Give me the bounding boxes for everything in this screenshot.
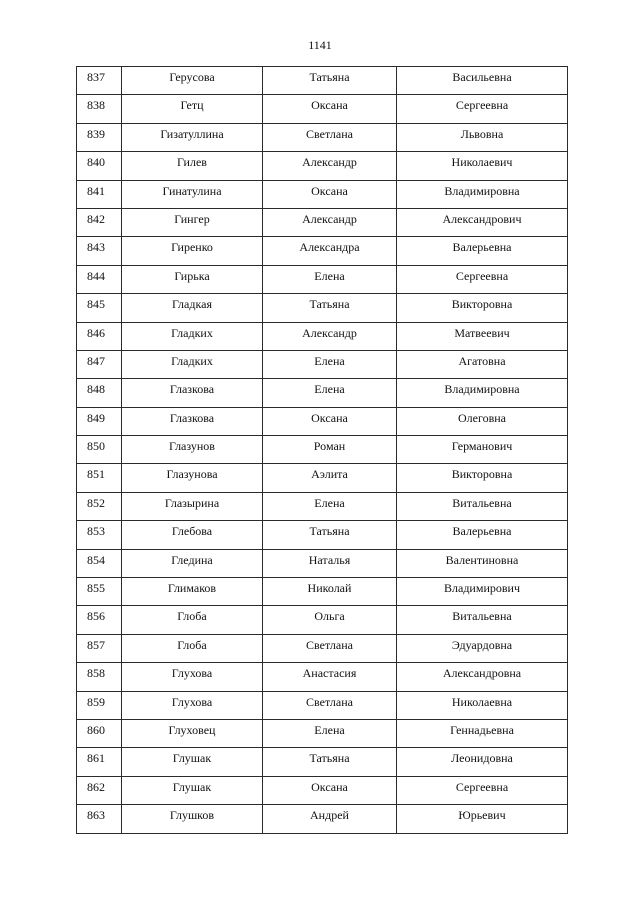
first-name-cell [263, 521, 397, 549]
patronymic-cell-text: Львовна [460, 126, 504, 141]
first-name-cell [263, 578, 397, 606]
row-number-cell-text: 855 [87, 581, 105, 596]
row-number-cell-text: 861 [87, 751, 105, 766]
row-number-cell-text: 850 [87, 439, 105, 454]
row-number-cell [77, 805, 122, 833]
row-number-cell-text: 839 [87, 126, 105, 141]
patronymic-cell-text: Владимирович [444, 581, 520, 596]
last-name-cell [122, 350, 263, 378]
first-name-cell-text: Александр [302, 325, 357, 340]
row-number-cell [77, 663, 122, 691]
patronymic-cell-text: Агатовна [458, 353, 506, 368]
row-number-cell-text: 852 [87, 495, 105, 510]
row-number-cell-text: 851 [87, 467, 105, 482]
row-number-cell-text: 845 [87, 297, 105, 312]
row-number-cell-text: 848 [87, 382, 105, 397]
first-name-cell [263, 464, 397, 492]
patronymic-cell-text: Германович [451, 439, 513, 454]
row-number-cell [77, 379, 122, 407]
row-number-cell-text: 859 [87, 694, 105, 709]
table-row [77, 521, 568, 549]
row-number-cell-text: 843 [87, 240, 105, 255]
table-row [77, 719, 568, 747]
table-row [77, 776, 568, 804]
first-name-cell-text: Аэлита [311, 467, 348, 482]
table-row [77, 379, 568, 407]
first-name-cell [263, 294, 397, 322]
row-number-cell [77, 492, 122, 520]
row-number-cell-text: 842 [87, 211, 105, 226]
patronymic-cell [397, 322, 568, 350]
first-name-cell-text: Светлана [306, 637, 353, 652]
first-name-cell [263, 350, 397, 378]
first-name-cell [263, 322, 397, 350]
patronymic-cell-text: Сергеевна [455, 779, 509, 794]
first-name-cell-text: Анастасия [302, 666, 357, 681]
patronymic-cell-text: Валерьевна [452, 240, 512, 255]
first-name-cell-text: Александр [302, 211, 357, 226]
row-number-cell-text: 849 [87, 410, 105, 425]
last-name-cell [122, 634, 263, 662]
table-row [77, 407, 568, 435]
row-number-cell-text: 844 [87, 268, 105, 283]
last-name-cell [122, 805, 263, 833]
first-name-cell [263, 123, 397, 151]
table-row [77, 350, 568, 378]
patronymic-cell-text: Витальевна [452, 609, 512, 624]
first-name-cell [263, 180, 397, 208]
patronymic-cell [397, 265, 568, 293]
last-name-cell [122, 606, 263, 634]
patronymic-cell [397, 748, 568, 776]
last-name-cell-text: Глебова [171, 524, 213, 539]
patronymic-cell [397, 294, 568, 322]
last-name-cell-text: Глуховец [168, 722, 216, 737]
patronymic-cell-text: Леонидовна [451, 751, 513, 766]
first-name-cell-text: Андрей [310, 808, 349, 823]
first-name-cell [263, 407, 397, 435]
patronymic-cell [397, 123, 568, 151]
first-name-cell [263, 265, 397, 293]
patronymic-cell-text: Викторовна [451, 467, 513, 482]
roster-table-body [77, 67, 568, 834]
table-row [77, 663, 568, 691]
last-name-cell-text: Глазкова [169, 410, 215, 425]
page-number: 1141 [308, 38, 332, 52]
table-row [77, 123, 568, 151]
first-name-cell [263, 549, 397, 577]
row-number-cell [77, 237, 122, 265]
first-name-cell-text: Татьяна [309, 297, 350, 312]
patronymic-cell-text: Владимировна [444, 382, 520, 397]
first-name-cell-text: Александра [299, 240, 360, 255]
last-name-cell-text: Гладких [171, 325, 213, 340]
table-row [77, 549, 568, 577]
first-name-cell-text: Наталья [308, 552, 351, 567]
patronymic-cell [397, 606, 568, 634]
first-name-cell-text: Светлана [306, 126, 353, 141]
row-number-cell [77, 265, 122, 293]
last-name-cell-text: Глазырина [164, 495, 220, 510]
last-name-cell-text: Глазкова [169, 382, 215, 397]
table-row [77, 691, 568, 719]
first-name-cell [263, 805, 397, 833]
patronymic-cell [397, 436, 568, 464]
first-name-cell-text: Татьяна [309, 751, 350, 766]
patronymic-cell-text: Николаевна [451, 694, 513, 709]
last-name-cell-text: Глухова [171, 694, 213, 709]
row-number-cell-text: 837 [87, 70, 105, 84]
last-name-cell-text: Глушак [172, 751, 212, 766]
patronymic-cell [397, 180, 568, 208]
last-name-cell-text: Гилев [177, 155, 207, 170]
first-name-cell-text: Оксана [311, 183, 348, 198]
row-number-cell-text: 840 [87, 155, 105, 170]
last-name-cell-text: Гиренко [171, 240, 213, 255]
patronymic-cell-text: Васильевна [452, 70, 512, 84]
row-number-cell [77, 719, 122, 747]
row-number-cell [77, 294, 122, 322]
patronymic-cell [397, 95, 568, 123]
last-name-cell-text: Гизатуллина [160, 126, 224, 141]
first-name-cell-text: Николай [307, 581, 352, 596]
row-number-cell-text: 856 [87, 609, 105, 624]
row-number-cell [77, 634, 122, 662]
row-number-cell [77, 95, 122, 123]
table-row [77, 265, 568, 293]
table-row [77, 294, 568, 322]
first-name-cell [263, 95, 397, 123]
last-name-cell [122, 379, 263, 407]
last-name-cell [122, 691, 263, 719]
first-name-cell [263, 67, 397, 95]
last-name-cell-text: Глушков [169, 808, 215, 823]
patronymic-cell [397, 350, 568, 378]
row-number-cell [77, 578, 122, 606]
last-name-cell-text: Гингер [174, 211, 210, 226]
patronymic-cell-text: Александрович [442, 211, 522, 226]
row-number-cell [77, 436, 122, 464]
first-name-cell [263, 492, 397, 520]
table-row [77, 606, 568, 634]
last-name-cell-text: Глоба [177, 637, 207, 652]
first-name-cell [263, 634, 397, 662]
patronymic-cell [397, 492, 568, 520]
first-name-cell [263, 436, 397, 464]
first-name-cell-text: Татьяна [309, 524, 350, 539]
row-number-cell-text: 862 [87, 779, 105, 794]
patronymic-cell-text: Викторовна [451, 297, 513, 312]
row-number-cell [77, 123, 122, 151]
row-number-cell [77, 208, 122, 236]
first-name-cell-text: Елена [314, 268, 345, 283]
patronymic-cell-text: Олеговна [457, 410, 507, 425]
table-row [77, 322, 568, 350]
last-name-cell [122, 663, 263, 691]
first-name-cell-text: Светлана [306, 694, 353, 709]
row-number-cell-text: 847 [87, 353, 105, 368]
row-number-cell [77, 464, 122, 492]
table-row [77, 95, 568, 123]
last-name-cell [122, 521, 263, 549]
row-number-cell-text: 854 [87, 552, 105, 567]
first-name-cell [263, 748, 397, 776]
first-name-cell [263, 379, 397, 407]
last-name-cell [122, 294, 263, 322]
first-name-cell-text: Александр [302, 155, 357, 170]
patronymic-cell [397, 776, 568, 804]
last-name-cell-text: Глазунова [166, 467, 218, 482]
patronymic-cell-text: Эдуардовна [451, 637, 513, 652]
patronymic-cell-text: Сергеевна [455, 98, 509, 113]
row-number-cell-text: 838 [87, 98, 105, 113]
row-number-cell [77, 180, 122, 208]
patronymic-cell [397, 379, 568, 407]
last-name-cell-text: Глимаков [167, 581, 217, 596]
table-row [77, 67, 568, 95]
patronymic-cell [397, 67, 568, 95]
table-row [77, 180, 568, 208]
patronymic-cell [397, 691, 568, 719]
table-row [77, 805, 568, 833]
row-number-cell [77, 350, 122, 378]
last-name-cell-text: Глазунов [169, 439, 215, 454]
last-name-cell [122, 322, 263, 350]
table-row [77, 237, 568, 265]
patronymic-cell-text: Валентиновна [445, 552, 519, 567]
patronymic-cell-text: Витальевна [452, 495, 512, 510]
first-name-cell-text: Ольга [314, 609, 345, 624]
patronymic-cell [397, 549, 568, 577]
patronymic-cell-text: Матвеевич [454, 325, 510, 340]
first-name-cell-text: Елена [314, 722, 345, 737]
last-name-cell [122, 748, 263, 776]
row-number-cell-text: 857 [87, 637, 105, 652]
patronymic-cell [397, 237, 568, 265]
table-row [77, 436, 568, 464]
roster-table [76, 66, 568, 834]
table-row [77, 208, 568, 236]
patronymic-cell-text: Александровна [442, 666, 522, 681]
first-name-cell-text: Роман [313, 439, 346, 454]
first-name-cell [263, 208, 397, 236]
row-number-cell [77, 748, 122, 776]
last-name-cell-text: Глушак [172, 779, 212, 794]
row-number-cell [77, 407, 122, 435]
row-number-cell [77, 152, 122, 180]
first-name-cell [263, 719, 397, 747]
last-name-cell [122, 464, 263, 492]
row-number-cell [77, 776, 122, 804]
last-name-cell [122, 180, 263, 208]
last-name-cell [122, 208, 263, 236]
first-name-cell [263, 776, 397, 804]
row-number-cell-text: 860 [87, 722, 105, 737]
last-name-cell-text: Герусова [169, 70, 215, 84]
patronymic-cell [397, 719, 568, 747]
table-row [77, 492, 568, 520]
patronymic-cell [397, 663, 568, 691]
patronymic-cell [397, 521, 568, 549]
row-number-cell [77, 691, 122, 719]
first-name-cell [263, 691, 397, 719]
last-name-cell [122, 265, 263, 293]
row-number-cell-text: 841 [87, 183, 105, 198]
last-name-cell-text: Гирька [174, 268, 210, 283]
row-number-cell-text: 863 [87, 808, 105, 823]
first-name-cell-text: Татьяна [309, 70, 350, 84]
row-number-cell [77, 322, 122, 350]
last-name-cell [122, 578, 263, 606]
row-number-cell [77, 549, 122, 577]
last-name-cell [122, 776, 263, 804]
patronymic-cell [397, 464, 568, 492]
first-name-cell-text: Елена [314, 495, 345, 510]
table-row [77, 152, 568, 180]
last-name-cell [122, 436, 263, 464]
table-row [77, 578, 568, 606]
last-name-cell-text: Гинатулина [162, 183, 222, 198]
last-name-cell [122, 152, 263, 180]
row-number-cell [77, 521, 122, 549]
last-name-cell [122, 237, 263, 265]
row-number-cell-text: 853 [87, 524, 105, 539]
last-name-cell [122, 67, 263, 95]
table-row [77, 464, 568, 492]
last-name-cell-text: Гладких [171, 353, 213, 368]
patronymic-cell-text: Юрьевич [458, 808, 506, 823]
patronymic-cell-text: Геннадьевна [450, 722, 514, 737]
table-row [77, 748, 568, 776]
last-name-cell-text: Глухова [171, 666, 213, 681]
last-name-cell [122, 719, 263, 747]
first-name-cell [263, 152, 397, 180]
last-name-cell [122, 95, 263, 123]
row-number-cell-text: 846 [87, 325, 105, 340]
row-number-cell-text: 858 [87, 666, 105, 681]
last-name-cell-text: Глоба [177, 609, 207, 624]
last-name-cell [122, 549, 263, 577]
row-number-cell [77, 67, 122, 95]
patronymic-cell [397, 407, 568, 435]
patronymic-cell-text: Сергеевна [455, 268, 509, 283]
patronymic-cell-text: Владимировна [444, 183, 520, 198]
last-name-cell-text: Гладкая [172, 297, 212, 312]
patronymic-cell [397, 578, 568, 606]
patronymic-cell-text: Валерьевна [452, 524, 512, 539]
first-name-cell [263, 663, 397, 691]
last-name-cell-text: Гледина [171, 552, 213, 567]
row-number-cell [77, 606, 122, 634]
patronymic-cell [397, 152, 568, 180]
patronymic-cell [397, 634, 568, 662]
first-name-cell-text: Оксана [311, 410, 348, 425]
first-name-cell-text: Елена [314, 382, 345, 397]
first-name-cell [263, 606, 397, 634]
patronymic-cell-text: Николаевич [451, 155, 513, 170]
first-name-cell-text: Оксана [311, 98, 348, 113]
first-name-cell-text: Елена [314, 353, 345, 368]
patronymic-cell [397, 208, 568, 236]
last-name-cell-text: Гетц [180, 98, 204, 113]
last-name-cell [122, 123, 263, 151]
patronymic-cell [397, 805, 568, 833]
first-name-cell [263, 237, 397, 265]
last-name-cell [122, 492, 263, 520]
table-row [77, 634, 568, 662]
first-name-cell-text: Оксана [311, 779, 348, 794]
last-name-cell [122, 407, 263, 435]
